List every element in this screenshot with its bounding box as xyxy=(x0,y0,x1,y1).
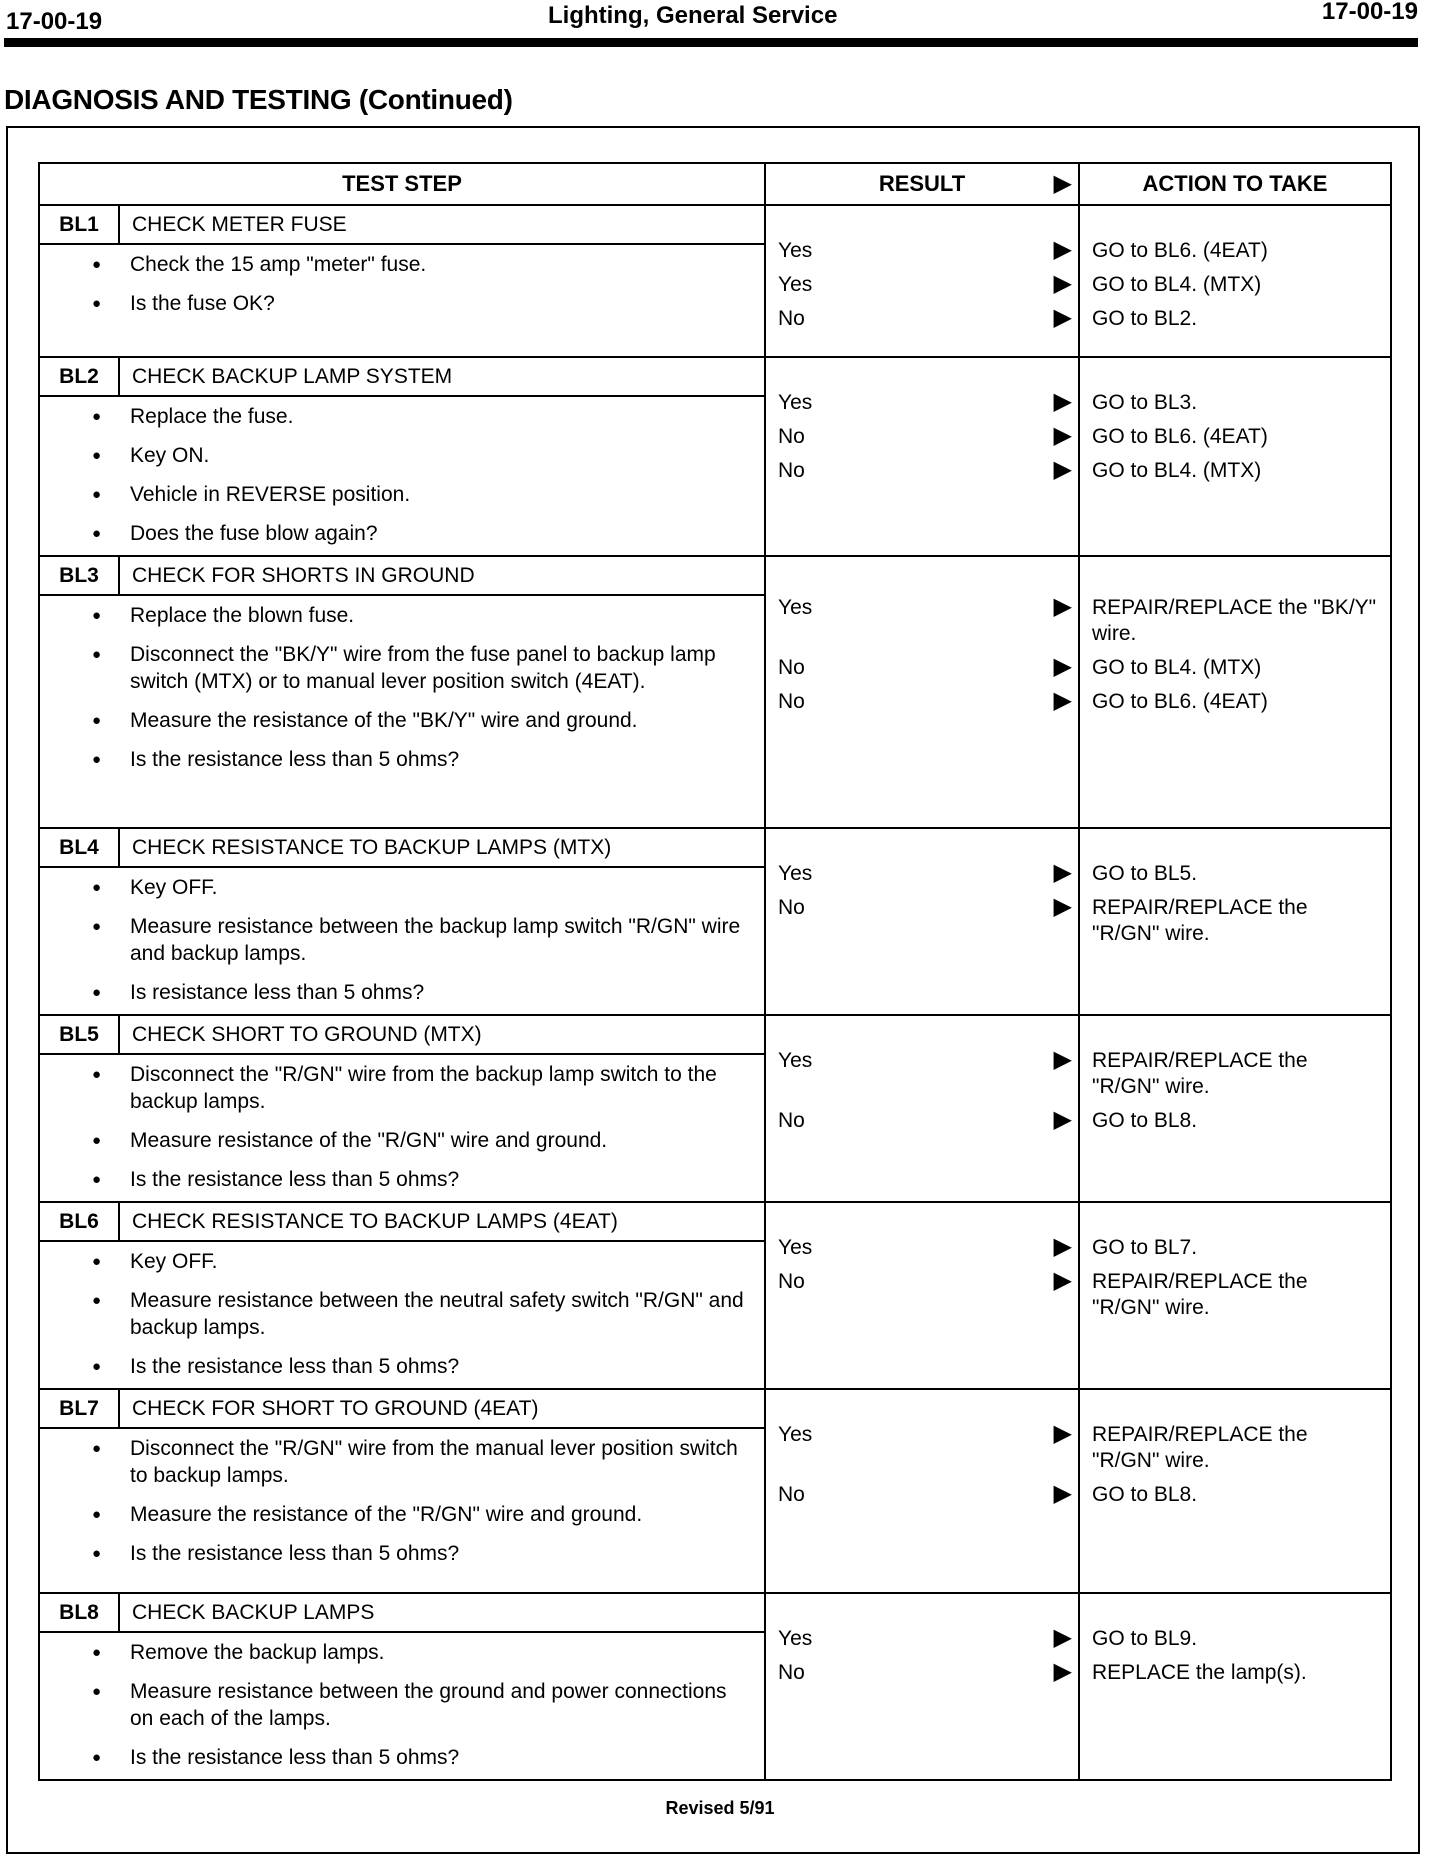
result-line xyxy=(766,1108,1078,1134)
action-text: GO to BL4. (MTX) xyxy=(1092,273,1262,296)
step-bullet: ● Disconnect the "R/GN" wire from the backup lamp switch to the backup lamps. xyxy=(130,1061,744,1115)
step-bullet-list xyxy=(40,596,764,781)
page-code-left: 17-00-19 xyxy=(6,8,103,35)
step-bullet: ● Does the fuse blow again? xyxy=(130,520,744,547)
result-value: Yes xyxy=(778,596,813,619)
result-line xyxy=(766,424,1078,450)
result-value: Yes xyxy=(778,1049,813,1072)
action-text: GO to BL5. xyxy=(1092,862,1198,885)
arrow-icon: ▶ xyxy=(1053,1106,1072,1133)
step-bullet-list xyxy=(40,1633,764,1779)
step-bullet: ● Measure resistance between the backup lamp switch "R/GN" wire and backup lamps. xyxy=(130,913,744,967)
step-bullet: ● Key OFF. xyxy=(130,874,744,901)
action-text: GO to BL4. (MTX) xyxy=(1092,656,1262,679)
action-text: REPAIR/REPLACE the "R/GN" wire. xyxy=(1092,1049,1308,1098)
step-bullet: ● Measure the resistance of the "BK/Y" wire and ground. xyxy=(130,707,744,734)
step-title-bar xyxy=(40,1390,764,1429)
action-text: GO to BL9. xyxy=(1092,1627,1198,1650)
step-id: BL6 xyxy=(40,1203,120,1240)
result-value: Yes xyxy=(778,1423,813,1446)
test-step-cell xyxy=(39,1015,765,1202)
step-bullet: ● Is the fuse OK? xyxy=(130,290,744,317)
step-bullet: ● Is the resistance less than 5 ohms? xyxy=(130,1744,744,1771)
result-value: No xyxy=(778,1661,805,1684)
step-bullet-list xyxy=(40,1429,764,1575)
arrow-icon: ▶ xyxy=(1053,893,1072,920)
result-value: Yes xyxy=(778,862,813,885)
revision-footer: Revised 5/91 xyxy=(665,1798,775,1818)
step-bullet-list xyxy=(40,1242,764,1388)
step-title-bar xyxy=(40,206,764,245)
arrow-icon: ▶ xyxy=(1053,388,1072,415)
step-bullet: ● Check the 15 amp "meter" fuse. xyxy=(130,251,744,278)
page-code-right: 17-00-19 xyxy=(1321,0,1418,25)
result-cell xyxy=(765,1202,1079,1389)
result-value: No xyxy=(778,307,805,330)
step-bullet: ● Replace the blown fuse. xyxy=(130,602,744,629)
step-id: BL7 xyxy=(40,1390,120,1427)
test-step-cell xyxy=(39,1593,765,1780)
step-bullet: ● Disconnect the "BK/Y" wire from the fuse panel to backup lamp switch (MTX) or to manual lever position switch (4EAT). xyxy=(130,641,744,695)
result-line xyxy=(766,895,1078,947)
table-row xyxy=(39,1202,1391,1389)
arrow-icon: ▶ xyxy=(1053,1658,1072,1685)
action-cell xyxy=(1079,1389,1391,1593)
step-bullet: ● Remove the backup lamps. xyxy=(130,1639,744,1666)
result-value: Yes xyxy=(778,391,813,414)
arrow-icon: ▶ xyxy=(1053,236,1072,263)
action-cell xyxy=(1079,828,1391,1015)
result-value: Yes xyxy=(778,1627,813,1650)
page-header xyxy=(0,0,1422,40)
test-step-cell xyxy=(39,205,765,357)
result-line xyxy=(766,689,1078,715)
table-row xyxy=(39,556,1391,828)
step-bullet: ● Replace the fuse. xyxy=(130,403,744,430)
col-result-header xyxy=(765,163,1079,205)
action-text: GO to BL8. xyxy=(1092,1109,1198,1132)
test-step-cell xyxy=(39,1389,765,1593)
arrow-icon: ▶ xyxy=(1053,653,1072,680)
action-text: REPAIR/REPLACE the "R/GN" wire. xyxy=(1092,1423,1308,1472)
result-cell xyxy=(765,205,1079,357)
arrow-icon: ▶ xyxy=(1053,593,1072,620)
page-header-title: Lighting, General Service xyxy=(548,2,838,29)
section-title: DIAGNOSIS AND TESTING (Continued) xyxy=(4,84,513,115)
step-bullet-list xyxy=(40,1055,764,1201)
result-line xyxy=(766,306,1078,332)
result-cell xyxy=(765,1389,1079,1593)
test-step-cell xyxy=(39,556,765,828)
result-value: Yes xyxy=(778,239,813,262)
result-line xyxy=(766,1422,1078,1474)
step-id: BL5 xyxy=(40,1016,120,1053)
action-text: GO to BL3. xyxy=(1092,391,1198,414)
table-row xyxy=(39,357,1391,556)
action-cell xyxy=(1079,1202,1391,1389)
step-id: BL2 xyxy=(40,358,120,395)
step-title: CHECK BACKUP LAMPS xyxy=(132,1600,375,1624)
arrow-icon: ▶ xyxy=(1053,1267,1072,1294)
arrow-icon: ▶ xyxy=(1053,1233,1072,1260)
arrow-icon: ▶ xyxy=(1053,1420,1072,1447)
result-cell xyxy=(765,556,1079,828)
step-bullet-list xyxy=(40,868,764,1014)
header-rule xyxy=(4,38,1418,47)
action-text: GO to BL6. (4EAT) xyxy=(1092,425,1268,448)
step-title-bar xyxy=(40,358,764,397)
action-text: REPAIR/REPLACE the "R/GN" wire. xyxy=(1092,1270,1308,1319)
arrow-icon: ▶ xyxy=(1053,687,1072,714)
test-step-cell xyxy=(39,1202,765,1389)
step-bullet-list xyxy=(40,245,764,325)
table-row xyxy=(39,1593,1391,1780)
action-text: REPAIR/REPLACE the "BK/Y" wire. xyxy=(1092,596,1377,645)
result-line xyxy=(766,1269,1078,1321)
result-line xyxy=(766,458,1078,484)
step-bullet: ● Is the resistance less than 5 ohms? xyxy=(130,746,744,773)
action-cell xyxy=(1079,205,1391,357)
result-line xyxy=(766,1482,1078,1508)
arrow-icon: ▶ xyxy=(1053,859,1072,886)
step-bullet: ● Measure resistance between the neutral safety switch "R/GN" and backup lamps. xyxy=(130,1287,744,1341)
result-value: No xyxy=(778,656,805,679)
table-row xyxy=(39,1389,1391,1593)
step-title: CHECK FOR SHORTS IN GROUND xyxy=(132,563,475,587)
arrow-icon: ▶ xyxy=(1053,304,1072,331)
step-bullet: ● Vehicle in REVERSE position. xyxy=(130,481,744,508)
action-text: REPLACE the lamp(s). xyxy=(1092,1661,1307,1684)
result-value: No xyxy=(778,459,805,482)
action-text: GO to BL6. (4EAT) xyxy=(1092,239,1268,262)
step-bullet-list xyxy=(40,397,764,555)
arrow-icon: ▶ xyxy=(1053,1624,1072,1651)
step-id: BL4 xyxy=(40,829,120,866)
result-cell xyxy=(765,1015,1079,1202)
result-value: No xyxy=(778,425,805,448)
result-value: No xyxy=(778,1109,805,1132)
step-bullet: ● Measure resistance of the "R/GN" wire and ground. xyxy=(130,1127,744,1154)
result-value: No xyxy=(778,690,805,713)
step-bullet: ● Measure the resistance of the "R/GN" wire and ground. xyxy=(130,1501,744,1528)
step-bullet: ● Is the resistance less than 5 ohms? xyxy=(130,1540,744,1567)
action-cell xyxy=(1079,1593,1391,1780)
action-cell xyxy=(1079,556,1391,828)
action-text: GO to BL7. xyxy=(1092,1236,1198,1259)
step-bullet: ● Key ON. xyxy=(130,442,744,469)
step-title-bar xyxy=(40,829,764,868)
result-line xyxy=(766,861,1078,887)
table-header-row xyxy=(39,163,1391,205)
step-title-bar xyxy=(40,1016,764,1055)
result-value: Yes xyxy=(778,273,813,296)
action-cell xyxy=(1079,357,1391,556)
step-bullet: ● Measure resistance between the ground and power connections on each of the lamps. xyxy=(130,1678,744,1732)
result-value: No xyxy=(778,896,805,919)
step-title-bar xyxy=(40,1594,764,1633)
test-step-cell xyxy=(39,357,765,556)
result-value: Yes xyxy=(778,1236,813,1259)
arrow-icon: ▶ xyxy=(1053,170,1072,197)
step-id: BL3 xyxy=(40,557,120,594)
result-line xyxy=(766,1235,1078,1261)
result-cell xyxy=(765,1593,1079,1780)
step-id: BL1 xyxy=(40,206,120,243)
arrow-icon: ▶ xyxy=(1053,1046,1072,1073)
step-title: CHECK RESISTANCE TO BACKUP LAMPS (4EAT) xyxy=(132,1209,618,1233)
result-cell xyxy=(765,357,1079,556)
table-row xyxy=(39,1015,1391,1202)
action-text: GO to BL6. (4EAT) xyxy=(1092,690,1268,713)
table-row xyxy=(39,205,1391,357)
arrow-icon: ▶ xyxy=(1053,1480,1072,1507)
action-text: REPAIR/REPLACE the "R/GN" wire. xyxy=(1092,896,1308,945)
step-title-bar xyxy=(40,1203,764,1242)
col-result-label: RESULT xyxy=(878,171,966,196)
step-id: BL8 xyxy=(40,1594,120,1631)
table-row xyxy=(39,828,1391,1015)
result-line xyxy=(766,595,1078,647)
arrow-icon: ▶ xyxy=(1053,456,1072,483)
table-body xyxy=(39,205,1391,1780)
step-bullet: ● Key OFF. xyxy=(130,1248,744,1275)
col-action-header: ACTION TO TAKE xyxy=(1079,163,1391,205)
step-title-bar xyxy=(40,557,764,596)
step-title: CHECK METER FUSE xyxy=(132,212,347,236)
result-cell xyxy=(765,828,1079,1015)
result-line xyxy=(766,1626,1078,1652)
action-text: GO to BL2. xyxy=(1092,307,1198,330)
result-line xyxy=(766,390,1078,416)
result-value: No xyxy=(778,1483,805,1506)
diagnosis-table xyxy=(38,162,1392,1781)
arrow-icon: ▶ xyxy=(1053,422,1072,449)
result-line xyxy=(766,655,1078,681)
result-line xyxy=(766,238,1078,264)
step-title: CHECK RESISTANCE TO BACKUP LAMPS (MTX) xyxy=(132,835,612,859)
step-bullet: ● Is the resistance less than 5 ohms? xyxy=(130,1166,744,1193)
col-test-step-header: TEST STEP xyxy=(39,163,765,205)
action-text: GO to BL4. (MTX) xyxy=(1092,459,1262,482)
result-line xyxy=(766,1660,1078,1686)
test-step-cell xyxy=(39,828,765,1015)
step-bullet: ● Is the resistance less than 5 ohms? xyxy=(130,1353,744,1380)
result-value: No xyxy=(778,1270,805,1293)
step-bullet: ● Is resistance less than 5 ohms? xyxy=(130,979,744,1006)
action-cell xyxy=(1079,1015,1391,1202)
result-line xyxy=(766,272,1078,298)
step-title: CHECK BACKUP LAMP SYSTEM xyxy=(132,364,453,388)
step-bullet: ● Disconnect the "R/GN" wire from the manual lever position switch to backup lamps. xyxy=(130,1435,744,1489)
step-title: CHECK FOR SHORT TO GROUND (4EAT) xyxy=(132,1396,539,1420)
action-text: GO to BL8. xyxy=(1092,1483,1198,1506)
step-title: CHECK SHORT TO GROUND (MTX) xyxy=(132,1022,482,1046)
arrow-icon: ▶ xyxy=(1053,270,1072,297)
result-line xyxy=(766,1048,1078,1100)
